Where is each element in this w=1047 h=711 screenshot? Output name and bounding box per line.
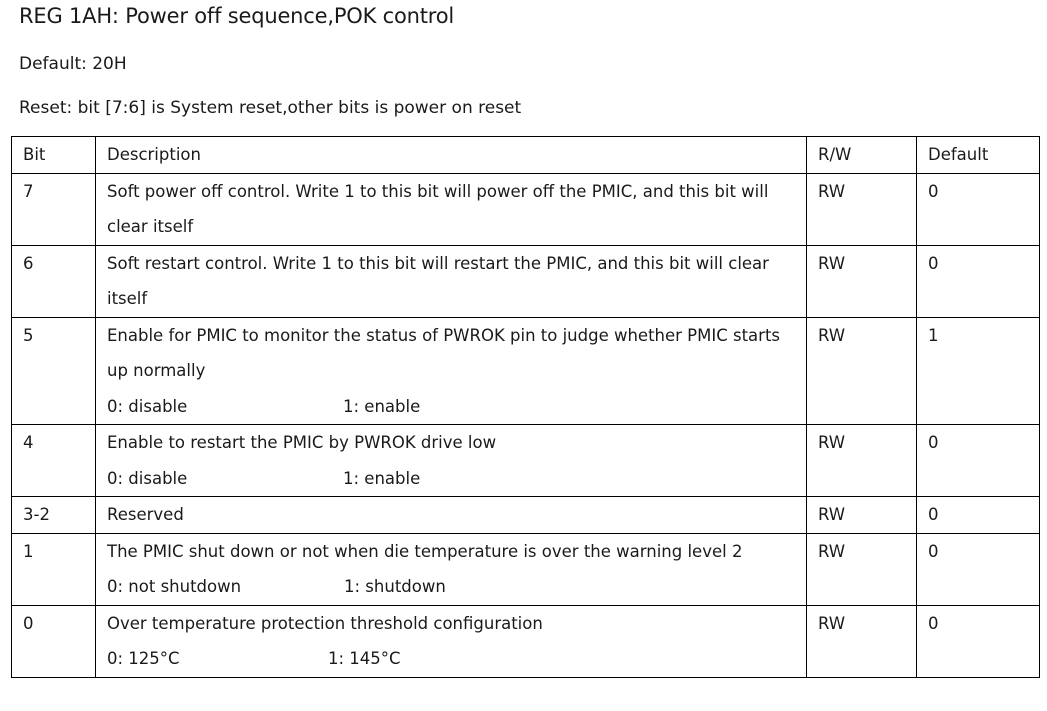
option-value-0: 0: disable: [107, 396, 188, 416]
bit-cell: 1: [12, 533, 96, 605]
bit-cell: 5: [12, 317, 96, 425]
default-cell: 0: [917, 605, 1040, 677]
option-value-0: 0: 125°C: [107, 649, 180, 668]
default-cell: 0: [917, 173, 1040, 245]
table-row: [12, 317, 1040, 425]
description-cell: [96, 317, 807, 425]
option-values: [107, 569, 795, 605]
option-values: [107, 461, 795, 497]
rw-cell: RW: [807, 497, 917, 534]
description-text: Enable for PMIC to monitor the status of PWROK pin to judge whether PMIC starts up normally: [107, 325, 781, 380]
rw-cell: RW: [807, 245, 917, 317]
description-text: The PMIC shut down or not when die temperature is over the warning level 2: [107, 541, 743, 561]
default-cell: 0: [917, 425, 1040, 497]
description-text: Soft power off control. Write 1 to this bit will power off the PMIC, and this bit will clear itself: [107, 181, 769, 236]
table-row: [12, 533, 1040, 605]
default-cell: 1: [917, 317, 1040, 425]
rw-cell: RW: [807, 605, 917, 677]
column-header-rw: R/W: [807, 137, 917, 174]
description-cell: [96, 497, 807, 534]
description-cell: [96, 245, 807, 317]
table-row: [12, 497, 1040, 534]
table-header-row: [12, 137, 1040, 174]
option-value-1: 1: enable: [343, 468, 421, 488]
option-value-0: 0: disable: [107, 468, 188, 488]
default-value-line: Default: 20H: [19, 54, 127, 74]
table-row: [12, 173, 1040, 245]
default-cell: 0: [917, 497, 1040, 534]
rw-cell: RW: [807, 317, 917, 425]
column-header-bit: Bit: [12, 137, 96, 174]
description-cell: [96, 533, 807, 605]
description-text: Over temperature protection threshold configuration: [107, 613, 543, 633]
default-cell: 0: [917, 533, 1040, 605]
default-cell: 0: [917, 245, 1040, 317]
option-value-1: 1: enable: [343, 396, 421, 416]
option-value-0: 0: not shutdown: [107, 577, 242, 596]
register-bit-table: [11, 136, 1040, 678]
description-cell: [96, 173, 807, 245]
option-values: [107, 641, 795, 677]
option-value-1: 1: 145°C: [328, 649, 401, 668]
column-header-default: Default: [917, 137, 1040, 174]
reset-info-line: Reset: bit [7:6] is System reset,other bits is power on reset: [19, 98, 522, 118]
description-cell: [96, 605, 807, 677]
rw-cell: RW: [807, 173, 917, 245]
table-row: [12, 605, 1040, 677]
bit-cell: 3-2: [12, 497, 96, 534]
description-text: Reserved: [107, 505, 184, 524]
bit-cell: 7: [12, 173, 96, 245]
description-text: Soft restart control. Write 1 to this bit will restart the PMIC, and this bit will clear itself: [107, 253, 769, 308]
bit-cell: 4: [12, 425, 96, 497]
rw-cell: RW: [807, 533, 917, 605]
description-cell: [96, 425, 807, 497]
description-text: Enable to restart the PMIC by PWROK drive low: [107, 433, 497, 452]
option-value-1: 1: shutdown: [344, 577, 446, 596]
bit-cell: 6: [12, 245, 96, 317]
option-values: [107, 389, 795, 425]
rw-cell: RW: [807, 425, 917, 497]
register-title: REG 1AH: Power off sequence,POK control: [19, 4, 455, 28]
table-row: [12, 425, 1040, 497]
column-header-description: Description: [96, 137, 807, 174]
table-row: [12, 245, 1040, 317]
bit-cell: 0: [12, 605, 96, 677]
